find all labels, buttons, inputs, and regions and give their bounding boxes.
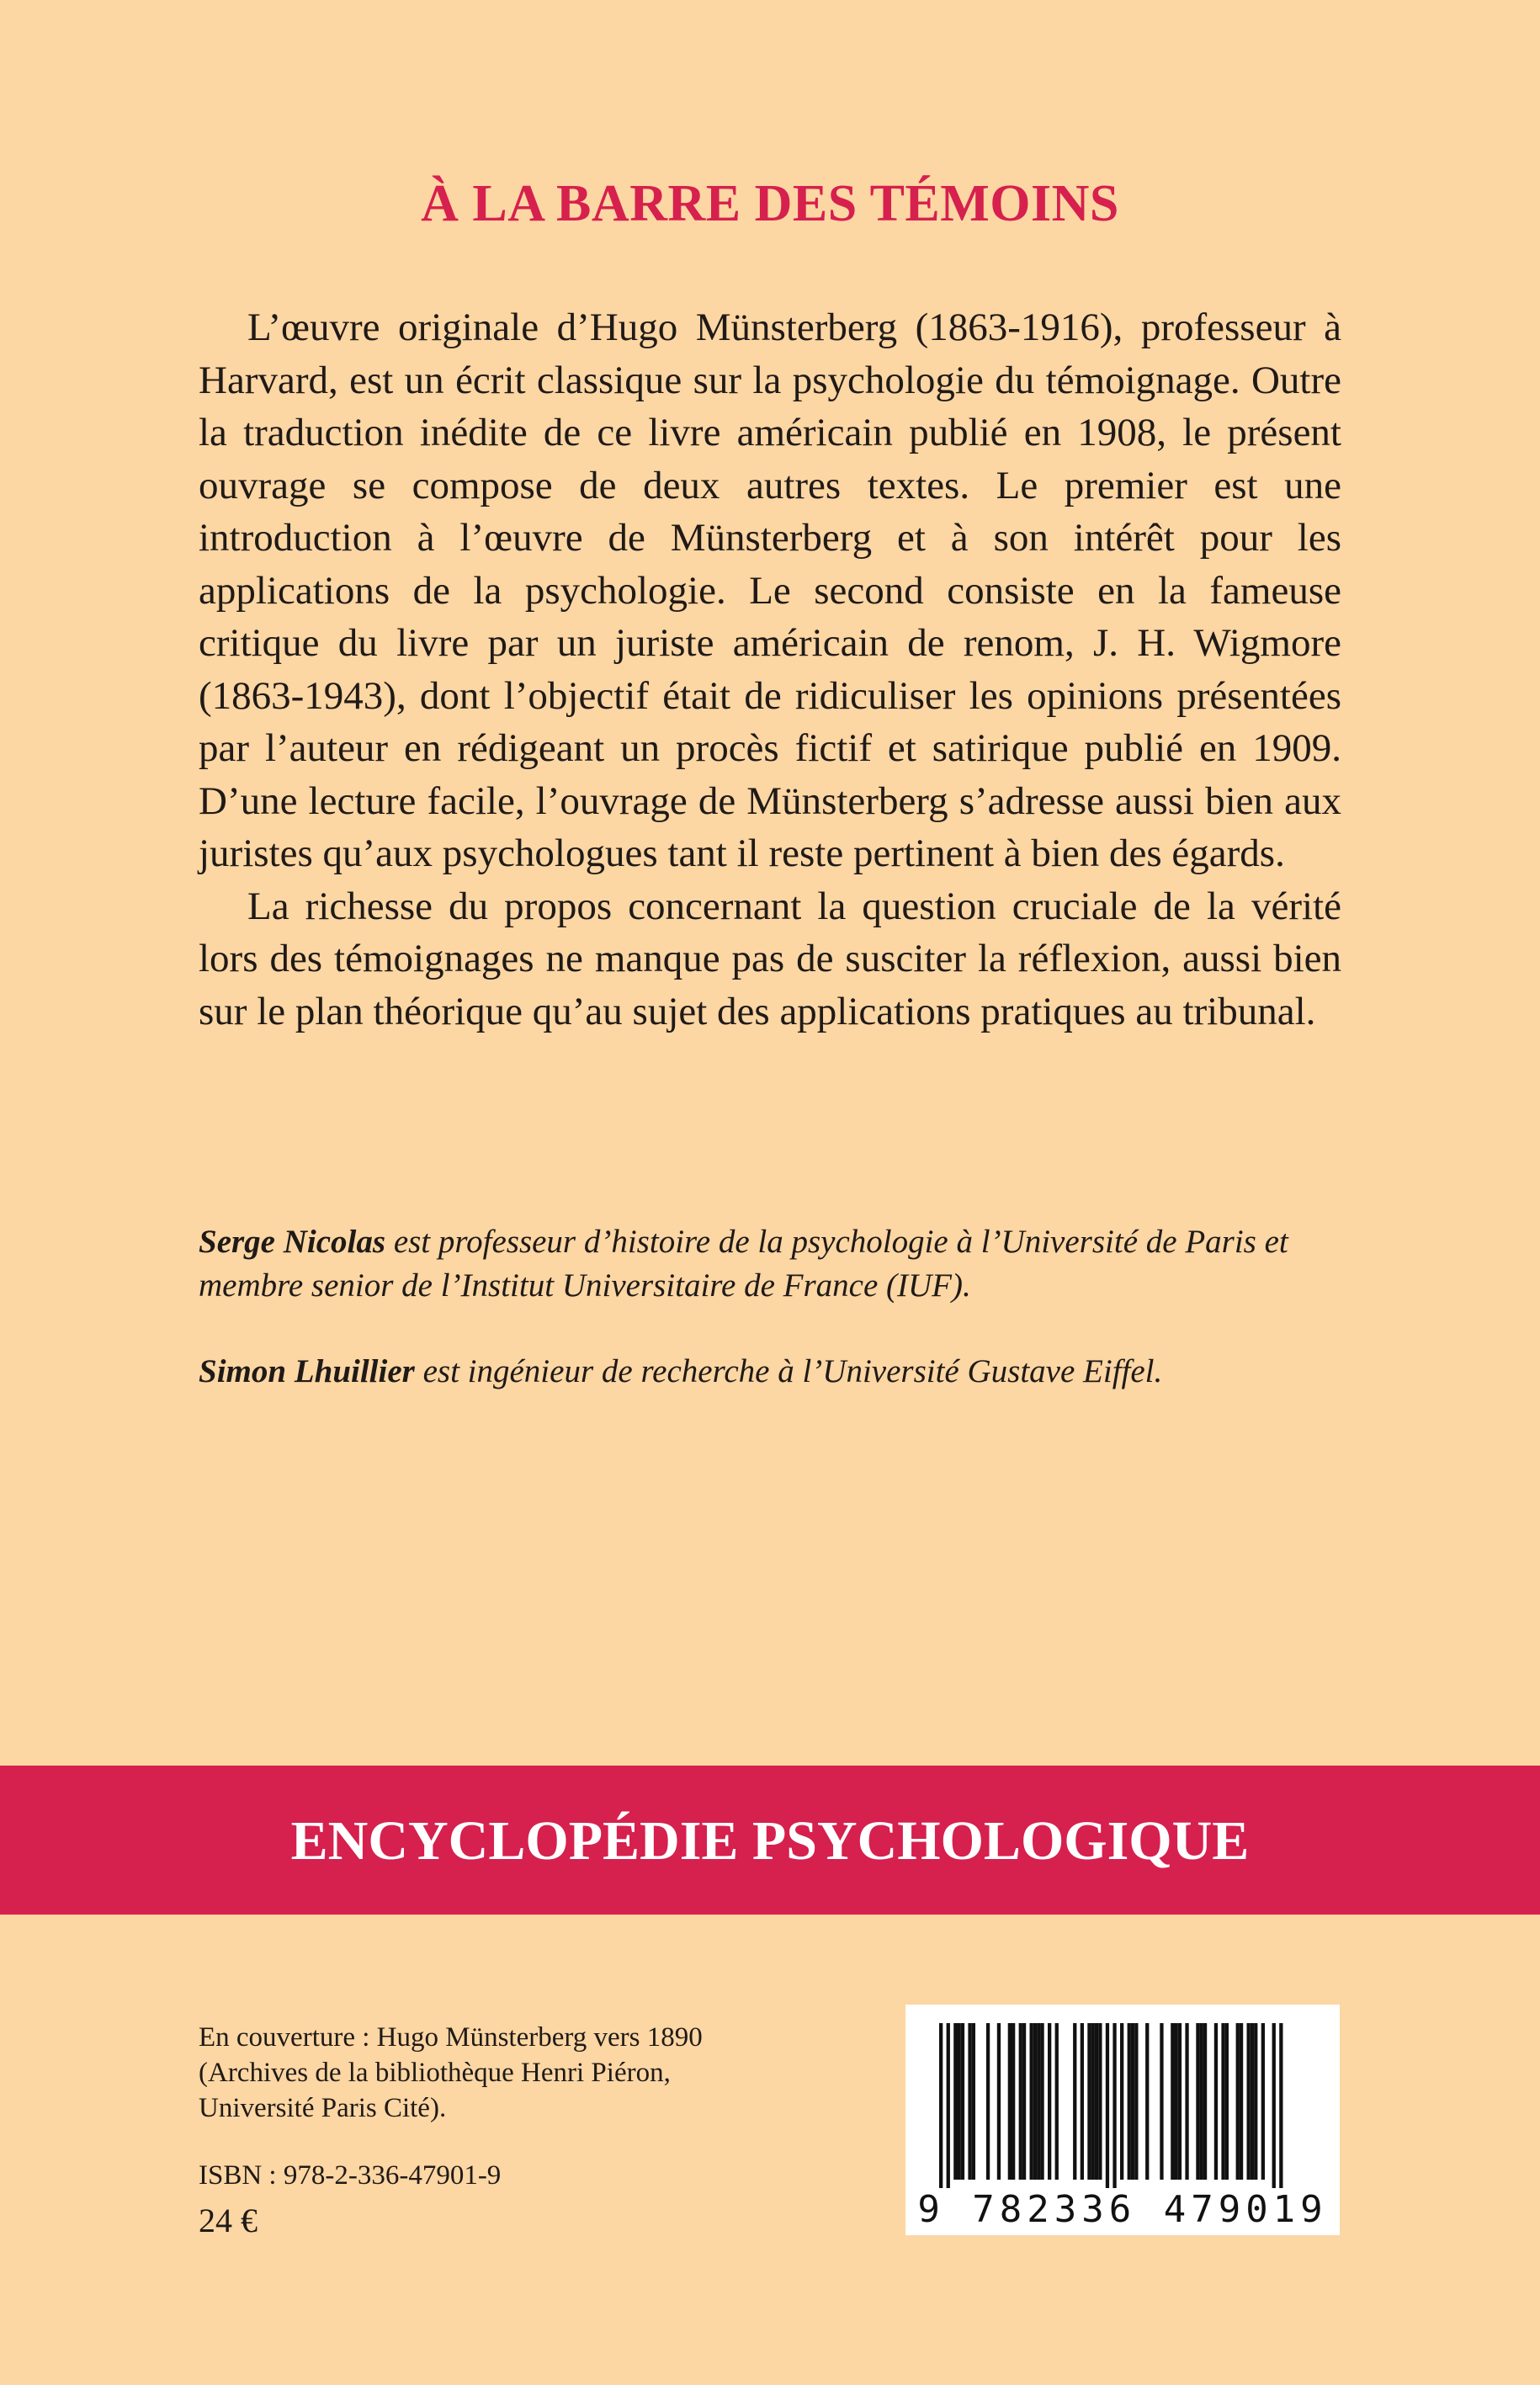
barcode-bar <box>968 2023 971 2180</box>
barcode-bar <box>997 2023 1001 2180</box>
barcode-bar <box>1037 2023 1040 2180</box>
isbn: ISBN : 978-2-336-47901-9 <box>199 2160 502 2191</box>
barcode-bar <box>1055 2023 1059 2180</box>
barcode-bar <box>1008 2023 1012 2180</box>
barcode-bar <box>1030 2023 1033 2180</box>
barcode-bar <box>1196 2023 1199 2180</box>
collection-band <box>0 1766 1540 1915</box>
author-name-1: Serge Nicolas <box>199 1224 386 1260</box>
price: 24 € <box>199 2202 258 2239</box>
author-description-1: est professeur d’histoire de la psychologie à l’Université de Paris et membre senior de l’Institut Universitaire de France (IUF). <box>199 1224 1288 1304</box>
credit-line-1: En couverture : Hugo Münsterberg vers 1890 <box>199 2022 703 2053</box>
author-description-2: est ingénieur de recherche à l’Université Gustave Eiffel. <box>414 1353 1163 1389</box>
barcode-bar <box>1225 2023 1229 2180</box>
barcode-bar <box>1178 2023 1182 2180</box>
barcode-bar <box>1048 2023 1051 2180</box>
barcode <box>905 2005 1340 2235</box>
barcode-bar <box>1200 2023 1203 2180</box>
barcode-bars <box>939 2023 1283 2188</box>
collection-name: ENCYCLOPÉDIE PSYCHOLOGIQUE <box>290 1810 1250 1872</box>
author-name-2: Simon Lhuillier <box>199 1353 415 1389</box>
barcode-bar <box>1221 2023 1224 2180</box>
author-bio-2 <box>199 1350 1360 1394</box>
barcode-bar <box>1113 2023 1116 2188</box>
barcode-bar <box>1272 2023 1276 2188</box>
blurb-paragraph-2: La richesse du propos concernant la question cruciale de la vérité lors des témoignages ne manque pas de susciter la réflexion, aussi bien sur le plan théorique qu’au sujet des applications pratiques au tribunal. <box>199 884 1341 1033</box>
barcode-bar <box>939 2023 943 2188</box>
barcode-bar <box>1019 2023 1022 2180</box>
barcode-bar <box>1279 2023 1282 2188</box>
barcode-bar <box>1095 2023 1098 2180</box>
back-cover-blurb <box>199 301 1341 1038</box>
barcode-bar <box>1073 2023 1076 2180</box>
barcode-bar <box>1040 2023 1043 2180</box>
barcode-bar <box>947 2023 950 2188</box>
barcode-bar <box>1214 2023 1218 2180</box>
barcode-bar <box>1120 2023 1123 2180</box>
barcode-bar <box>1185 2023 1188 2180</box>
barcode-bar <box>1261 2023 1265 2180</box>
barcode-bar <box>1160 2023 1163 2180</box>
barcode-bar <box>1247 2023 1251 2180</box>
barcode-bar <box>1175 2023 1178 2180</box>
barcode-bar <box>1134 2023 1138 2180</box>
barcode-bar <box>1236 2023 1240 2180</box>
barcode-bar <box>1091 2023 1095 2180</box>
cover-credits <box>199 2020 838 2126</box>
barcode-bar <box>1087 2023 1091 2180</box>
barcode-bar <box>1131 2023 1134 2180</box>
credit-line-3: Université Paris Cité). <box>199 2093 447 2123</box>
barcode-graphic <box>905 2005 1340 2235</box>
barcode-bar <box>958 2023 961 2180</box>
barcode-bar <box>1012 2023 1015 2180</box>
barcode-bar <box>961 2023 964 2180</box>
barcode-bar <box>1081 2023 1084 2180</box>
book-title: À LA BARRE DES TÉMOINS <box>421 174 1119 232</box>
barcode-bar <box>1254 2023 1257 2180</box>
blurb-paragraph-1: L’œuvre originale d’Hugo Münsterberg (1863-1916), professeur à Harvard, est un écrit classique sur la psychologie du témoignage. Outre la traduction inédite de ce livre américain publié en 1908, le présent ouvrage se compose de deux autres textes. Le premier est une introduction à l’œuvre de Münsterberg et à son intérêt pour les applications de la psychologie. Le second consiste en la fameuse critique du livre par un juriste américain de renom, J. H. Wigmore (1863-1943), dont l’objectif était de ridiculiser les opinions présentées par l’auteur en rédigeant un procès fictif et satirique publié en 1909. D’une lecture facile, l’ouvrage de Münsterberg s’adresse aussi bien aux juristes qu’aux psychologues tant il reste pertinent à bien des égards. <box>199 305 1341 875</box>
barcode-bar <box>1098 2023 1102 2180</box>
barcode-bar <box>1106 2023 1109 2188</box>
barcode-bar <box>953 2023 957 2180</box>
barcode-bar <box>1145 2023 1149 2180</box>
author-bios <box>199 1220 1360 1436</box>
barcode-bar <box>1251 2023 1254 2180</box>
barcode-bar <box>1022 2023 1026 2180</box>
barcode-bar <box>972 2023 975 2180</box>
barcode-bar <box>1240 2023 1243 2180</box>
barcode-bar <box>1203 2023 1207 2180</box>
barcode-bar <box>1128 2023 1131 2180</box>
barcode-bar <box>1033 2023 1037 2180</box>
barcode-bar <box>986 2023 990 2180</box>
author-bio-1 <box>199 1220 1360 1308</box>
credit-line-2: (Archives de la bibliothèque Henri Piéron, <box>199 2058 671 2088</box>
barcode-bar <box>1171 2023 1174 2180</box>
barcode-digits: 9 782336 479019 <box>917 2188 1328 2231</box>
